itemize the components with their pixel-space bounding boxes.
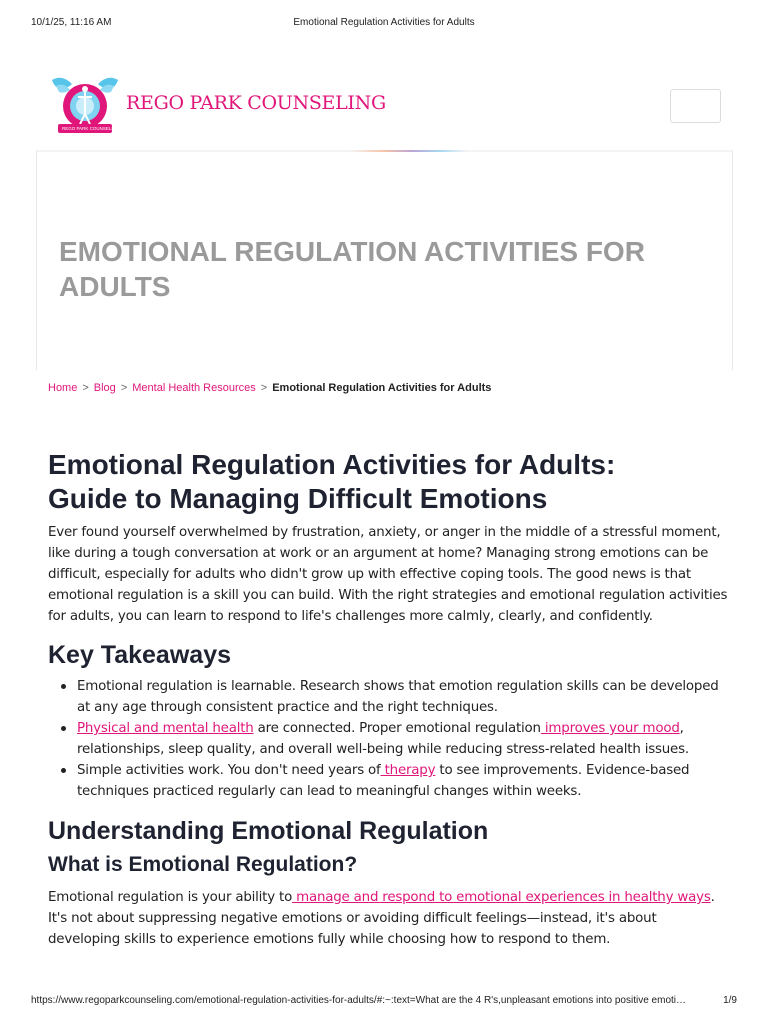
page-number: 1/9 (723, 995, 737, 1006)
breadcrumb (48, 382, 491, 394)
hero-decorative-strip (37, 150, 732, 152)
print-header (0, 17, 768, 31)
breadcrumb-home[interactable]: Home (48, 382, 78, 394)
breadcrumb-separator: > (120, 382, 128, 394)
takeaway-item (48, 760, 728, 802)
article-title-line2: Guide to Managing Difficult Emotions (48, 483, 548, 514)
understanding-heading: Understanding Emotional Regulation (48, 817, 489, 845)
key-takeaways-list (48, 676, 728, 802)
takeaway-text: to see improvements. Evidence-based techniques practiced regularly can lead to meaningful changes within weeks. (77, 763, 690, 799)
key-takeaways-heading: Key Takeaways (48, 641, 231, 669)
takeaway-item (48, 718, 728, 760)
print-datetime: 10/1/25, 11:16 AM (31, 17, 112, 28)
article-title (48, 448, 728, 516)
article-title-line1: Emotional Regulation Activities for Adults: (48, 449, 616, 480)
manage-respond-link[interactable]: manage and respond to emotional experiences in healthy ways (292, 890, 711, 905)
what-is-heading: What is Emotional Regulation? (48, 853, 358, 876)
logo-text: REGO PARK COUNSELING (62, 126, 120, 131)
takeaway-text: Emotional regulation is learnable. Research shows that emotion regulation skills can be developed at any age through consistent practice and the right techniques. (77, 679, 719, 715)
intro-paragraph: Ever found yourself overwhelmed by frustration, anxiety, or anger in the middle of a stressful moment, like during a tough conversation at work or an argument at home? Managing strong emotions can be difficult, especially for adults who didn't grow up with effective coping tools. The good news is that emotional regulation is a skill you can build. With the right strategies and emotional regulation activities for adults, you can learn to respond to life's challenges more calmly, clearly, and confidently. (48, 525, 728, 624)
definition-text: Emotional regulation is your ability to (48, 890, 293, 905)
article-content (48, 448, 728, 950)
print-url: https://www.regoparkcounseling.com/emotional-regulation-activities-for-adults/#:~:text=What are the 4 R's,unpleasant emotions into positive emoti… (31, 995, 687, 1006)
improves-mood-link[interactable]: improves your mood (540, 721, 680, 736)
definition-text: . It's not about suppressing negative emotions or avoiding difficult feelings—instead, it's about developing skills to experience emotions fully while choosing how to respond to them. (48, 890, 715, 947)
breadcrumb-blog[interactable]: Blog (93, 382, 116, 394)
takeaway-text: Simple activities work. You don't need years of (77, 763, 381, 778)
takeaway-item (48, 676, 728, 718)
site-logo[interactable] (48, 72, 122, 138)
site-brand-name[interactable]: REGO PARK COUNSELING (126, 92, 386, 114)
breadcrumb-current: Emotional Regulation Activities for Adults (272, 382, 492, 394)
takeaway-text: , relationships, sleep quality, and overall well-being while reducing stress-related health issues. (77, 721, 689, 757)
takeaway-text: are connected. Proper emotional regulation (253, 721, 541, 736)
hero-title: EMOTIONAL REGULATION ACTIVITIES FOR ADULTS (59, 236, 645, 302)
hero-banner (36, 150, 733, 370)
site-header (36, 68, 733, 150)
breadcrumb-separator: > (82, 382, 89, 394)
breadcrumb-separator: > (260, 382, 268, 394)
breadcrumb-mental-health-resources[interactable]: Mental Health Resources (132, 382, 256, 394)
therapy-link[interactable]: therapy (380, 763, 436, 778)
definition-paragraph (48, 887, 728, 950)
menu-toggle-button[interactable] (670, 89, 721, 123)
physical-mental-health-link[interactable]: Physical and mental health (77, 721, 254, 736)
print-page-title: Emotional Regulation Activities for Adults (293, 17, 475, 28)
